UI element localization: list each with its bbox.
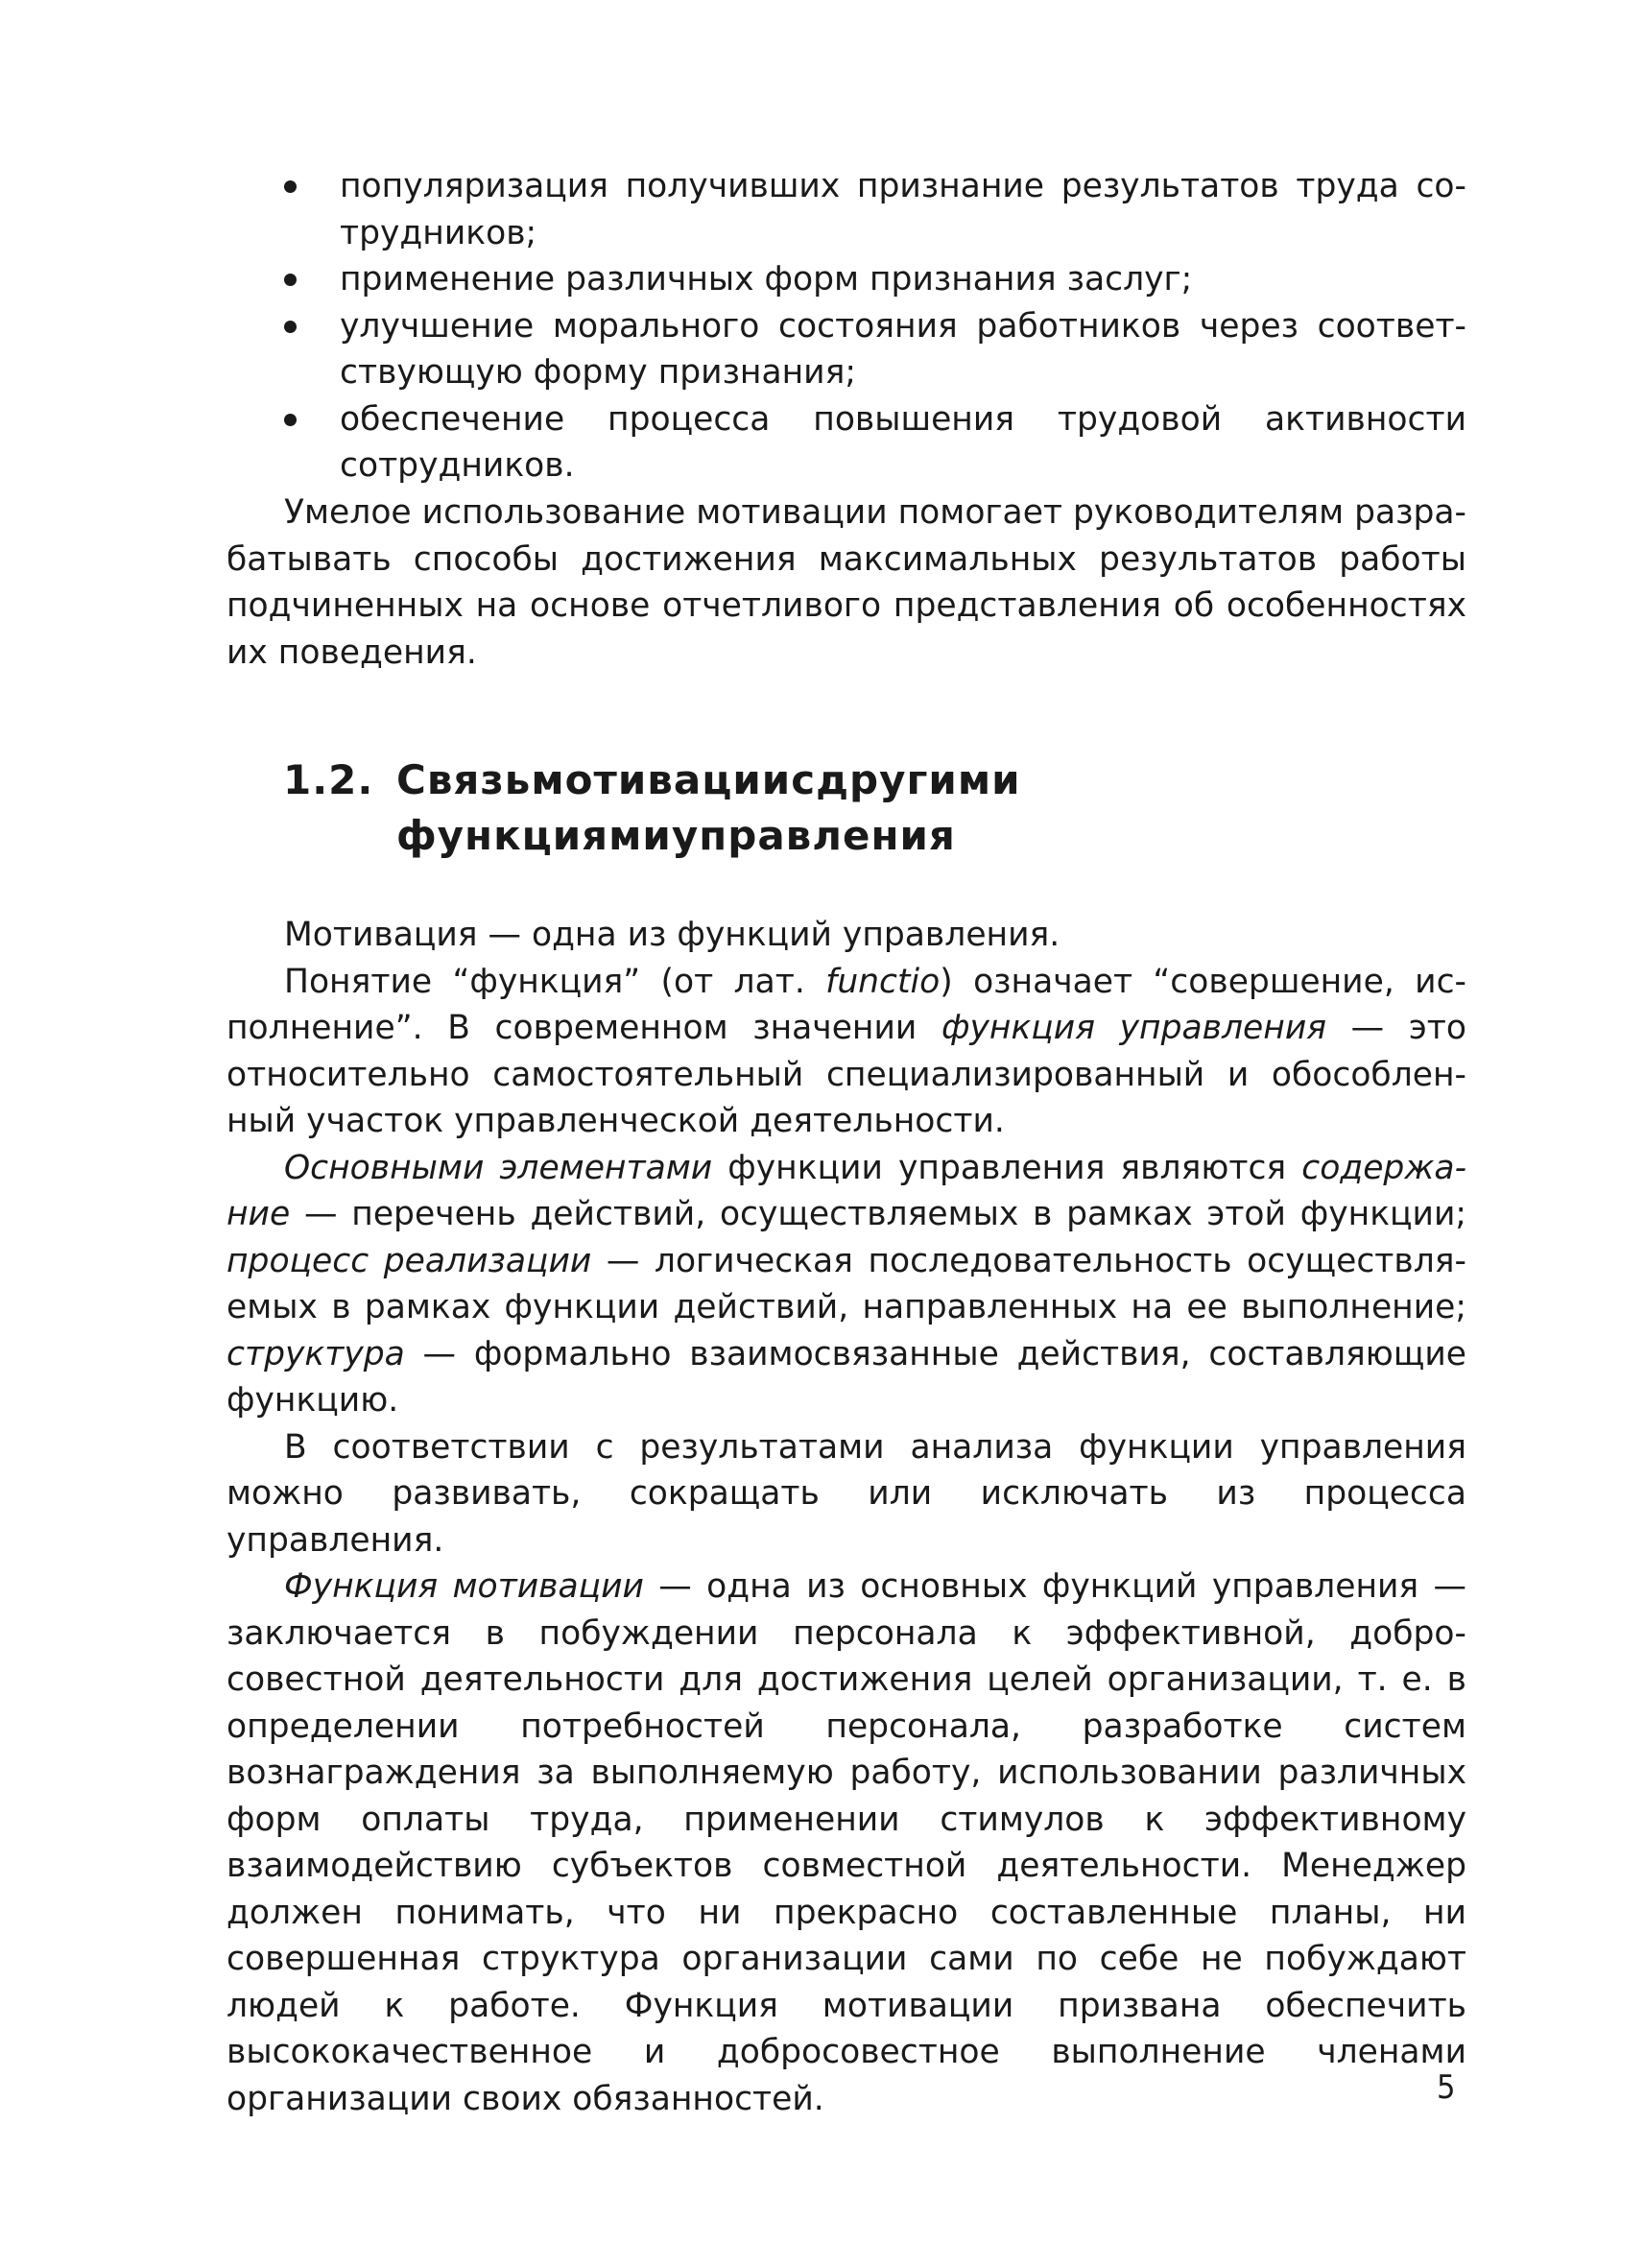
section-body: [226, 912, 1466, 2122]
page-number: 5: [1437, 2068, 1456, 2107]
term-content: содержание: [226, 1148, 1467, 1233]
intro-paragraph: Умелое использование мотивации помогает руководителям разрабатывать способы достижения максимальных результатов работы подчиненных на основе отчетливого представления об особенностях их поведения.: [226, 493, 1466, 672]
bullet-item: применение различных форм признания заслуг;: [226, 256, 1466, 303]
term-main-elements: Основными элементами: [284, 1148, 713, 1187]
section-title-line-2: функциямиуправления: [396, 812, 956, 859]
section-heading: [283, 752, 1339, 864]
paragraph-4: В соответствии с результатами анализа функции управления можно развивать, сокращать или исключать из процесса управления.: [226, 1427, 1466, 1560]
paragraph-3-text-b: — перечень действий, осуществляемых в рамках этой функции;: [290, 1195, 1466, 1233]
paragraph-2: [226, 959, 1466, 1145]
bullet-item: популяризация получивших признание результатов труда сотрудников;: [226, 163, 1466, 256]
term-management-function: функция управления: [941, 1009, 1326, 1047]
bullet-item: обеспечение процесса повышения трудовой активности сотрудников.: [226, 396, 1466, 489]
term-structure: структура: [226, 1334, 405, 1373]
paragraph-3-text-c: — логическая последовательность осуществляемых в рамках функции действий, направленных на ее выполнение;: [226, 1241, 1466, 1326]
intro-section: [226, 489, 1466, 676]
section-title-line-1: Связьмотивациисдругими: [396, 756, 1021, 803]
bullet-list: [226, 163, 1466, 489]
paragraph-3-text-a: функции управления являются: [712, 1148, 1302, 1187]
term-motivation-function: Функция мотивации: [284, 1567, 644, 1606]
paragraph-2-text-a: Понятие “функция” (от лат.: [284, 962, 826, 1001]
paragraph-5: [226, 1564, 1466, 2122]
term-process: процесс реализации: [226, 1241, 592, 1280]
paragraph-1: Мотивация — одна из функций управления.: [284, 916, 1060, 954]
term-functio: functio: [825, 962, 941, 1001]
paragraph-2-text-b: ) означает “совершение, исполнение”. В современном значении: [226, 962, 1466, 1047]
section-number: 1.2.: [283, 756, 374, 803]
bullet-item: улучшение морального состояния работников через соответствующую форму признания;: [226, 303, 1466, 396]
paragraph-2-text-c: — это относительно самостоятельный специализированный и обособленный участок управленческой деятельности.: [226, 1009, 1466, 1140]
paragraph-3: [226, 1145, 1466, 1424]
paragraph-3-text-d: — формально взаимосвязанные действия, составляющие функцию.: [226, 1334, 1466, 1420]
paragraph-5-text-a: — одна из основных функций управления — заключается в побуждении персонала к эффективной, добросовестной деятельности для достижения целей организации, т. е. в определении потребностей персонала, разработке систем вознаграждения за выполняемую работу, использовании различных форм оплаты труда, применении стимулов к эффективному взаимодействию субъектов совместной деятельности. Менеджер должен понимать, что ни прекрасно составленные планы, ни совершенная структура организации сами по себе не побуждают людей к работе. Функция мотивации призвана обеспечить высококачественное и добросовестное выполнение членами организации своих обязанностей.: [226, 1567, 1467, 2118]
